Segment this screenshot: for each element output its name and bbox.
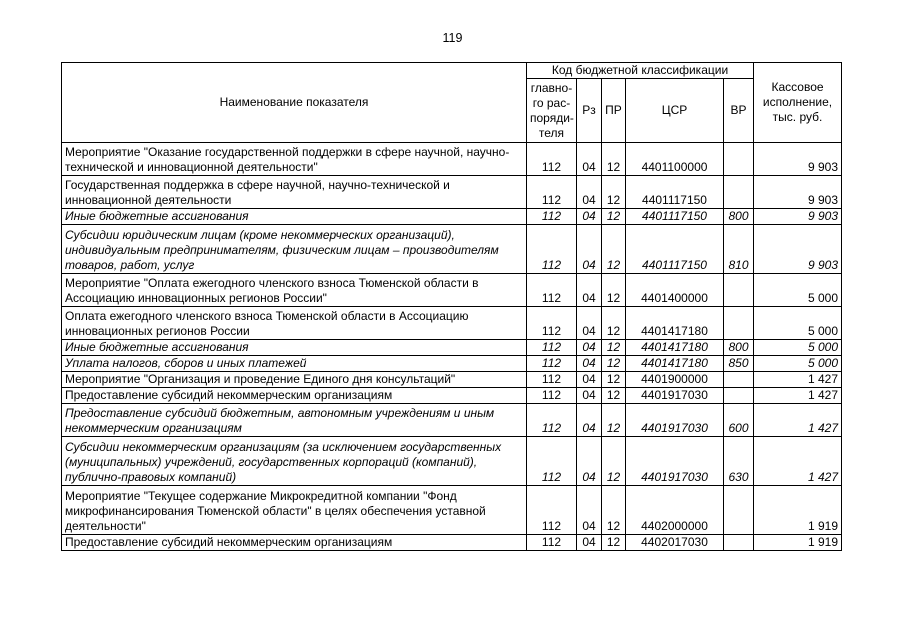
row-vr (724, 307, 754, 340)
row-csr: 4401417180 (626, 356, 724, 372)
row-chief-administrator: 112 (527, 307, 577, 340)
row-pr: 12 (602, 225, 626, 274)
row-csr: 4402000000 (626, 486, 724, 535)
row-rz: 04 (577, 486, 602, 535)
row-name: Уплата налогов, сборов и иных платежей (62, 356, 527, 372)
row-pr: 12 (602, 209, 626, 225)
row-csr: 4401117150 (626, 209, 724, 225)
row-rz: 04 (577, 437, 602, 486)
row-pr: 12 (602, 486, 626, 535)
row-chief-administrator: 112 (527, 176, 577, 209)
row-rz: 04 (577, 372, 602, 388)
row-amount: 1 427 (754, 404, 842, 437)
row-name: Предоставление субсидий некоммерческим организациям (62, 388, 527, 404)
row-pr: 12 (602, 437, 626, 486)
table-body (62, 143, 842, 551)
budget-table (61, 62, 842, 551)
table-row (62, 274, 842, 307)
row-pr: 12 (602, 307, 626, 340)
row-rz: 04 (577, 225, 602, 274)
row-pr: 12 (602, 143, 626, 176)
row-chief-administrator: 112 (527, 225, 577, 274)
row-vr: 630 (724, 437, 754, 486)
row-pr: 12 (602, 388, 626, 404)
row-vr: 810 (724, 225, 754, 274)
page-number: 119 (442, 31, 463, 45)
header-code-group: Код бюджетной классификации (527, 63, 754, 79)
row-vr (724, 176, 754, 209)
row-pr: 12 (602, 372, 626, 388)
row-rz: 04 (577, 535, 602, 551)
row-pr: 12 (602, 176, 626, 209)
table-row (62, 307, 842, 340)
row-amount: 1 427 (754, 437, 842, 486)
row-name: Мероприятие "Оплата ежегодного членского взноса Тюменской области в Ассоциацию инновационных регионов России" (62, 274, 527, 307)
header-chief-administrator: главно-го рас-поряди-теля (527, 79, 577, 143)
table-row (62, 388, 842, 404)
header-csr: ЦСР (626, 79, 724, 143)
row-chief-administrator: 112 (527, 340, 577, 356)
row-pr: 12 (602, 274, 626, 307)
row-chief-administrator: 112 (527, 274, 577, 307)
row-amount: 1 427 (754, 388, 842, 404)
table-row (62, 356, 842, 372)
table-row (62, 225, 842, 274)
row-rz: 04 (577, 356, 602, 372)
row-vr (724, 486, 754, 535)
table-row (62, 372, 842, 388)
row-csr: 4401417180 (626, 307, 724, 340)
header-rz: Рз (577, 79, 602, 143)
table-row (62, 535, 842, 551)
row-csr: 4401100000 (626, 143, 724, 176)
row-amount: 1 427 (754, 372, 842, 388)
header-vr: ВР (724, 79, 754, 143)
row-csr: 4401117150 (626, 225, 724, 274)
row-chief-administrator: 112 (527, 388, 577, 404)
row-csr: 4401400000 (626, 274, 724, 307)
table-row (62, 143, 842, 176)
row-rz: 04 (577, 274, 602, 307)
row-csr: 4402017030 (626, 535, 724, 551)
row-name: Субсидии юридическим лицам (кроме некоммерческих организаций), индивидуальным предпринимателям, физическим лицам – производителям товаров, работ, услуг (62, 225, 527, 274)
row-name: Предоставление субсидий бюджетным, автономным учреждениям и иным некоммерческим организациям (62, 404, 527, 437)
row-amount: 9 903 (754, 225, 842, 274)
header-cash-execution: Кассовое исполнение, тыс. руб. (754, 63, 842, 143)
row-name: Мероприятие "Текущее содержание Микрокредитной компании "Фонд микрофинансирования Тюменской области" в целях обеспечения уставной деятельности" (62, 486, 527, 535)
row-amount: 9 903 (754, 176, 842, 209)
row-rz: 04 (577, 404, 602, 437)
row-rz: 04 (577, 176, 602, 209)
row-vr: 850 (724, 356, 754, 372)
row-csr: 4401900000 (626, 372, 724, 388)
table-row (62, 209, 842, 225)
row-chief-administrator: 112 (527, 535, 577, 551)
row-vr: 800 (724, 209, 754, 225)
row-name: Оплата ежегодного членского взноса Тюменской области в Ассоциацию инновационных регионов России (62, 307, 527, 340)
row-rz: 04 (577, 340, 602, 356)
row-vr (724, 388, 754, 404)
row-amount: 9 903 (754, 209, 842, 225)
row-name: Субсидии некоммерческим организациям (за исключением государственных (муниципальных) учреждений, государственных корпораций (компаний), публично-правовых компаний) (62, 437, 527, 486)
row-csr: 4401417180 (626, 340, 724, 356)
row-name: Предоставление субсидий некоммерческим организациям (62, 535, 527, 551)
row-chief-administrator: 112 (527, 209, 577, 225)
row-vr (724, 535, 754, 551)
row-rz: 04 (577, 209, 602, 225)
row-amount: 5 000 (754, 356, 842, 372)
row-pr: 12 (602, 404, 626, 437)
row-chief-administrator: 112 (527, 372, 577, 388)
table-header (62, 63, 842, 143)
row-vr (724, 143, 754, 176)
row-rz: 04 (577, 143, 602, 176)
row-amount: 1 919 (754, 486, 842, 535)
row-pr: 12 (602, 356, 626, 372)
row-csr: 4401917030 (626, 437, 724, 486)
row-name: Государственная поддержка в сфере научной, научно-технической и инновационной деятельности (62, 176, 527, 209)
row-amount: 5 000 (754, 340, 842, 356)
row-amount: 5 000 (754, 274, 842, 307)
row-pr: 12 (602, 340, 626, 356)
table-row (62, 176, 842, 209)
row-amount: 1 919 (754, 535, 842, 551)
row-pr: 12 (602, 535, 626, 551)
header-pr: ПР (602, 79, 626, 143)
header-name: Наименование показателя (62, 63, 527, 143)
row-rz: 04 (577, 388, 602, 404)
row-chief-administrator: 112 (527, 486, 577, 535)
table-row (62, 340, 842, 356)
table-row (62, 486, 842, 535)
row-name: Мероприятие "Оказание государственной поддержки в сфере научной, научно-технической и инновационной деятельности" (62, 143, 527, 176)
row-amount: 9 903 (754, 143, 842, 176)
row-chief-administrator: 112 (527, 404, 577, 437)
row-csr: 4401117150 (626, 176, 724, 209)
row-csr: 4401917030 (626, 388, 724, 404)
row-name: Иные бюджетные ассигнования (62, 340, 527, 356)
table-row (62, 437, 842, 486)
row-vr: 800 (724, 340, 754, 356)
row-chief-administrator: 112 (527, 356, 577, 372)
row-vr: 600 (724, 404, 754, 437)
row-csr: 4401917030 (626, 404, 724, 437)
row-name: Мероприятие "Организация и проведение Единого дня консультаций" (62, 372, 527, 388)
row-chief-administrator: 112 (527, 143, 577, 176)
row-vr (724, 372, 754, 388)
row-name: Иные бюджетные ассигнования (62, 209, 527, 225)
row-rz: 04 (577, 307, 602, 340)
row-amount: 5 000 (754, 307, 842, 340)
table-row (62, 404, 842, 437)
row-chief-administrator: 112 (527, 437, 577, 486)
row-vr (724, 274, 754, 307)
